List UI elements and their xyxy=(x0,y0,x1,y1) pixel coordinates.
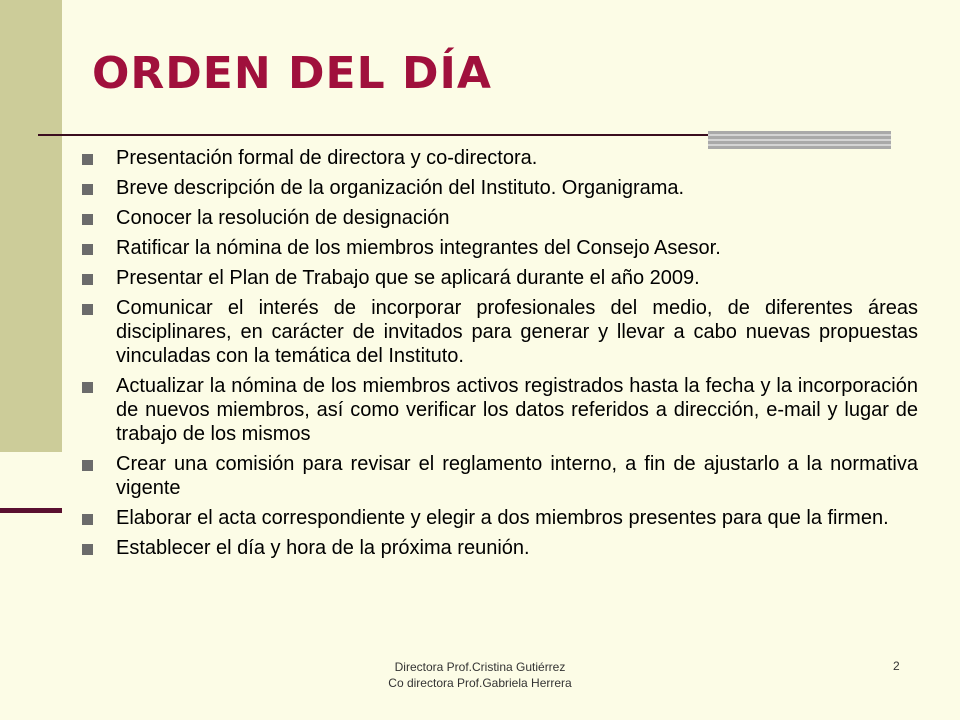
page-number: 2 xyxy=(893,659,900,673)
bullet-square-icon xyxy=(82,274,93,285)
footer-director: Directora Prof.Cristina Gutiérrez xyxy=(394,660,566,674)
footer-co-director: Co directora Prof.Gabriela Herrera xyxy=(388,676,572,690)
decorative-sidebar xyxy=(0,0,62,452)
agenda-item xyxy=(82,266,918,290)
slide-title: ORDEN DEL DÍA xyxy=(92,48,492,99)
agenda-item xyxy=(82,374,918,446)
footer-authors xyxy=(340,659,620,691)
agenda-list xyxy=(82,146,918,566)
bullet-square-icon xyxy=(82,544,93,555)
bullet-square-icon xyxy=(82,154,93,165)
bullet-square-icon xyxy=(82,304,93,315)
agenda-item xyxy=(82,506,918,530)
agenda-item xyxy=(82,206,918,230)
bullet-square-icon xyxy=(82,214,93,225)
agenda-item-text: Comunicar el interés de incorporar profesionales del medio, de diferentes áreas disciplinares, en carácter de invitados para generar y llevar a cabo nuevas propuestas vinculadas con la temática del Instituto. xyxy=(116,297,918,367)
agenda-item-text: Elaborar el acta correspondiente y elegir a dos miembros presentes para que la firmen. xyxy=(116,507,889,529)
agenda-item-text: Crear una comisión para revisar el reglamento interno, a fin de ajustarlo a la normativa vigente xyxy=(116,453,918,499)
agenda-item xyxy=(82,536,918,560)
bullet-square-icon xyxy=(82,514,93,525)
agenda-item xyxy=(82,236,918,260)
decorative-accent-line xyxy=(0,508,62,513)
bullet-square-icon xyxy=(82,244,93,255)
agenda-item xyxy=(82,296,918,368)
bullet-square-icon xyxy=(82,460,93,471)
agenda-item xyxy=(82,176,918,200)
agenda-item-text: Breve descripción de la organización del Instituto. Organigrama. xyxy=(116,177,685,199)
agenda-item xyxy=(82,452,918,500)
agenda-item-text: Establecer el día y hora de la próxima reunión. xyxy=(116,537,530,559)
agenda-item-text: Presentar el Plan de Trabajo que se aplicará durante el año 2009. xyxy=(116,267,700,289)
bullet-square-icon xyxy=(82,184,93,195)
bullet-square-icon xyxy=(82,382,93,393)
agenda-item-text: Presentación formal de directora y co-directora. xyxy=(116,147,538,169)
agenda-item xyxy=(82,146,918,170)
agenda-item-text: Actualizar la nómina de los miembros activos registrados hasta la fecha y la incorporación de nuevos miembros, así como verificar los datos referidos a dirección, e-mail y lugar de trabajo de los mismos xyxy=(116,375,918,445)
agenda-item-text: Conocer la resolución de designación xyxy=(116,207,450,229)
agenda-item-text: Ratificar la nómina de los miembros integrantes del Consejo Asesor. xyxy=(116,237,721,259)
